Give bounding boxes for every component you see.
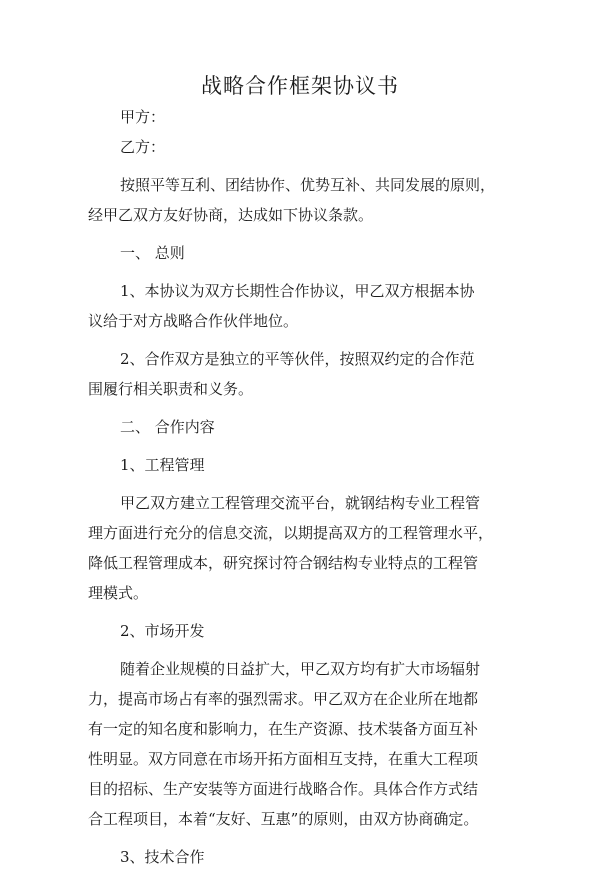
preamble-line-1: 按照平等互利、团结协作、优势互补、共同发展的原则， [120,176,496,194]
party-b-line: 乙方： [120,138,166,156]
subsection-1-line-1: 甲乙双方建立工程管理交流平台，就钢结构专业工程管 [120,494,481,512]
clause-1-2-line-1: 2、合作双方是独立的平等伙伴，按照双约定的合作范 [120,350,475,368]
subsection-2-line-3: 有一定的知名度和影响力，在生产资源、技术装备方面互补 [88,720,479,738]
subsection-1-line-4: 理模式。 [88,584,149,602]
document-body [88,102,528,872]
subsection-2-line-2: 力，提高市场占有率的强烈需求。甲乙双方在企业所在地都 [88,690,479,708]
subsection-2-line-6: 合工程项目，本着“友好、互惠”的原则，由双方协商确定。 [88,810,479,828]
subsection-2-line-5: 目的招标、生产安装等方面进行战略合作。具体合作方式结 [88,780,479,798]
clause-1-1-line-1: 1、本协议为双方长期性合作协议，甲乙双方根据本协 [120,282,475,300]
subsection-1-line-2: 理方面进行充分的信息交流，以期提高双方的工程管理水平， [88,524,494,542]
section-1-heading: 一、 总则 [120,244,185,262]
preamble-line-2: 经甲乙双方友好协商，达成如下协议条款。 [88,206,374,224]
clause-1-1-line-2: 议给于对方战略合作伙伴地位。 [88,312,299,330]
section-2-heading: 二、 合作内容 [120,418,215,436]
subsection-2-line-4: 性明显。双方同意在市场开拓方面相互支持，在重大工程项 [88,750,479,768]
subsection-2-heading: 2、市场开发 [120,622,205,640]
document-title: 战略合作框架协议书 [201,74,399,98]
subsection-1-line-3: 降低工程管理成本，研究探讨符合钢结构专业特点的工程管 [88,554,479,572]
subsection-1-heading: 1、工程管理 [120,456,205,474]
subsection-2-line-1: 随着企业规模的日益扩大，甲乙双方均有扩大市场辐射 [120,660,481,678]
party-a-line: 甲方： [120,108,166,126]
clause-1-2-line-2: 围履行相关职责和义务。 [88,380,254,398]
subsection-3-heading: 3、技术合作 [120,848,205,866]
